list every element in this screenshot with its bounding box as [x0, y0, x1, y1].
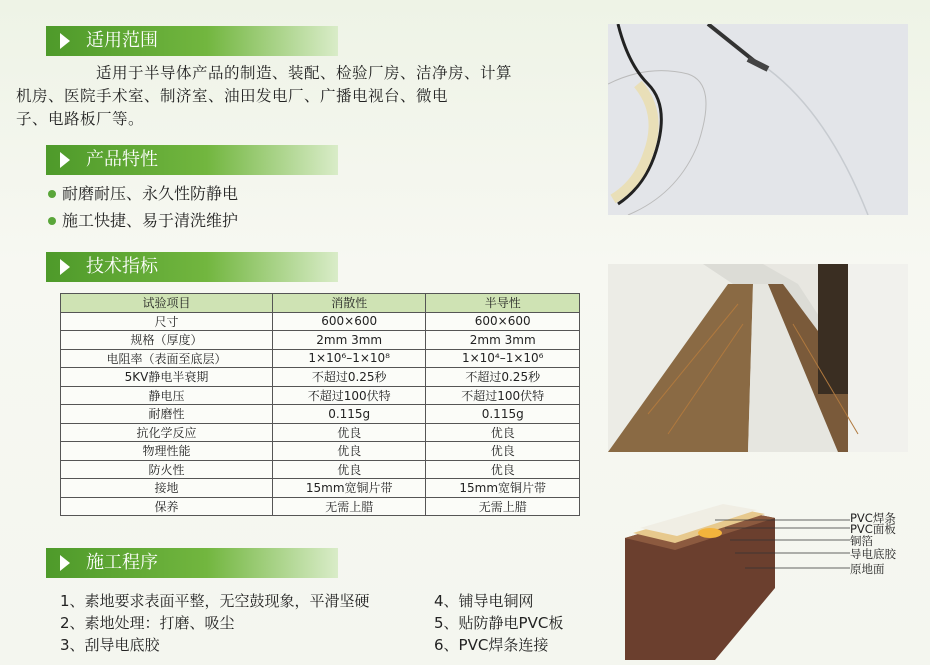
spec-item-cell: 接地	[61, 479, 273, 498]
section-header-features	[46, 145, 338, 175]
cleanroom-floor-photo	[608, 24, 908, 215]
scope-line: 子、电路板厂等。	[16, 110, 145, 128]
spec-item-cell: 抗化学反应	[61, 423, 273, 442]
spec-item-cell: 物理性能	[61, 442, 273, 461]
spec-item-cell: 静电压	[61, 386, 273, 405]
process-step: 6、PVC焊条连接	[434, 636, 549, 654]
spec-value-cell: 不超过0.25秒	[426, 368, 580, 387]
chevron-right-icon	[60, 555, 70, 571]
process-steps-right	[434, 590, 563, 656]
chevron-right-icon	[60, 33, 70, 49]
table-row	[61, 479, 580, 498]
spec-value-cell: 优良	[426, 460, 580, 479]
spec-value-cell: 2mm 3mm	[426, 331, 580, 350]
section-title: 施工程序	[86, 552, 158, 573]
spec-item-cell: 尺寸	[61, 312, 273, 331]
section-header-process	[46, 548, 338, 578]
spec-value-cell: 1×10⁴–1×10⁶	[426, 349, 580, 368]
section-header-scope	[46, 26, 338, 56]
table-row	[61, 349, 580, 368]
column-header: 消散性	[272, 294, 426, 313]
spec-value-cell: 优良	[272, 460, 426, 479]
spec-value-cell: 15mm宽铜片带	[272, 479, 426, 498]
spec-value-cell: 无需上腊	[426, 497, 580, 516]
table-row	[61, 460, 580, 479]
table-row	[61, 312, 580, 331]
spec-value-cell: 15mm宽铜片带	[426, 479, 580, 498]
section-header-specs	[46, 252, 338, 282]
process-steps-left	[60, 590, 370, 656]
process-step: 4、铺导电铜网	[434, 592, 534, 610]
spec-value-cell: 优良	[426, 423, 580, 442]
table-row	[61, 368, 580, 387]
process-step: 1、素地要求表面平整，无空鼓现象，平滑坚硬	[60, 592, 370, 610]
process-step: 3、刮导电底胶	[60, 636, 160, 654]
spec-value-cell: 不超过100伏特	[426, 386, 580, 405]
spec-value-cell: 600×600	[272, 312, 426, 331]
spec-value-cell: 0.115g	[272, 405, 426, 424]
table-row	[61, 331, 580, 350]
spec-value-cell: 1×10⁶–1×10⁸	[272, 349, 426, 368]
spec-value-cell: 优良	[426, 442, 580, 461]
scope-line: 机房、医院手术室、制济室、油田发电厂、广播电视台、微电	[16, 87, 449, 105]
section-title: 适用范围	[86, 30, 158, 51]
feature-text: 耐磨耐压、永久性防静电	[62, 184, 239, 203]
spec-value-cell: 优良	[272, 442, 426, 461]
spec-item-cell: 耐磨性	[61, 405, 273, 424]
spec-item-cell: 保养	[61, 497, 273, 516]
scope-paragraph	[16, 62, 556, 131]
list-item	[48, 180, 238, 207]
process-step: 5、贴防静电PVC板	[434, 614, 564, 632]
process-step: 2、素地处理：打磨、吸尘	[60, 614, 235, 632]
bullet-dot-icon	[48, 190, 56, 198]
section-title: 技术指标	[86, 256, 158, 277]
spec-value-cell: 0.115g	[426, 405, 580, 424]
list-item	[48, 207, 238, 234]
spec-value-cell: 优良	[272, 423, 426, 442]
scope-line: 适用于半导体产品的制造、装配、检验厂房、洁净房、计算	[96, 64, 513, 82]
chevron-right-icon	[60, 152, 70, 168]
diagram-label: PVC面板	[850, 522, 896, 536]
diagram-label: 铜箔	[850, 534, 873, 548]
spec-value-cell: 不超过100伏特	[272, 386, 426, 405]
corridor-photo	[608, 264, 908, 452]
diagram-label: 原地面	[850, 562, 885, 576]
table-header-row	[61, 294, 580, 313]
spec-item-cell: 防火性	[61, 460, 273, 479]
spec-value-cell: 2mm 3mm	[272, 331, 426, 350]
feature-text: 施工快捷、易于清洗维护	[62, 211, 239, 230]
spec-item-cell: 5KV静电半衰期	[61, 368, 273, 387]
diagram-label: 导电底胶	[850, 547, 896, 561]
spec-item-cell: 电阻率（表面至底层）	[61, 349, 273, 368]
table-row	[61, 386, 580, 405]
table-row	[61, 423, 580, 442]
table-row	[61, 405, 580, 424]
chevron-right-icon	[60, 259, 70, 275]
spec-value-cell: 600×600	[426, 312, 580, 331]
feature-list	[48, 180, 238, 234]
spec-value-cell: 不超过0.25秒	[272, 368, 426, 387]
column-header: 半导性	[426, 294, 580, 313]
column-header: 试验项目	[61, 294, 273, 313]
table-row	[61, 497, 580, 516]
spec-table	[60, 293, 580, 516]
bullet-dot-icon	[48, 217, 56, 225]
section-title: 产品特性	[86, 149, 158, 170]
spec-item-cell: 规格（厚度）	[61, 331, 273, 350]
table-row	[61, 442, 580, 461]
spec-value-cell: 无需上腊	[272, 497, 426, 516]
diagram-label: PVC焊条	[850, 511, 896, 525]
